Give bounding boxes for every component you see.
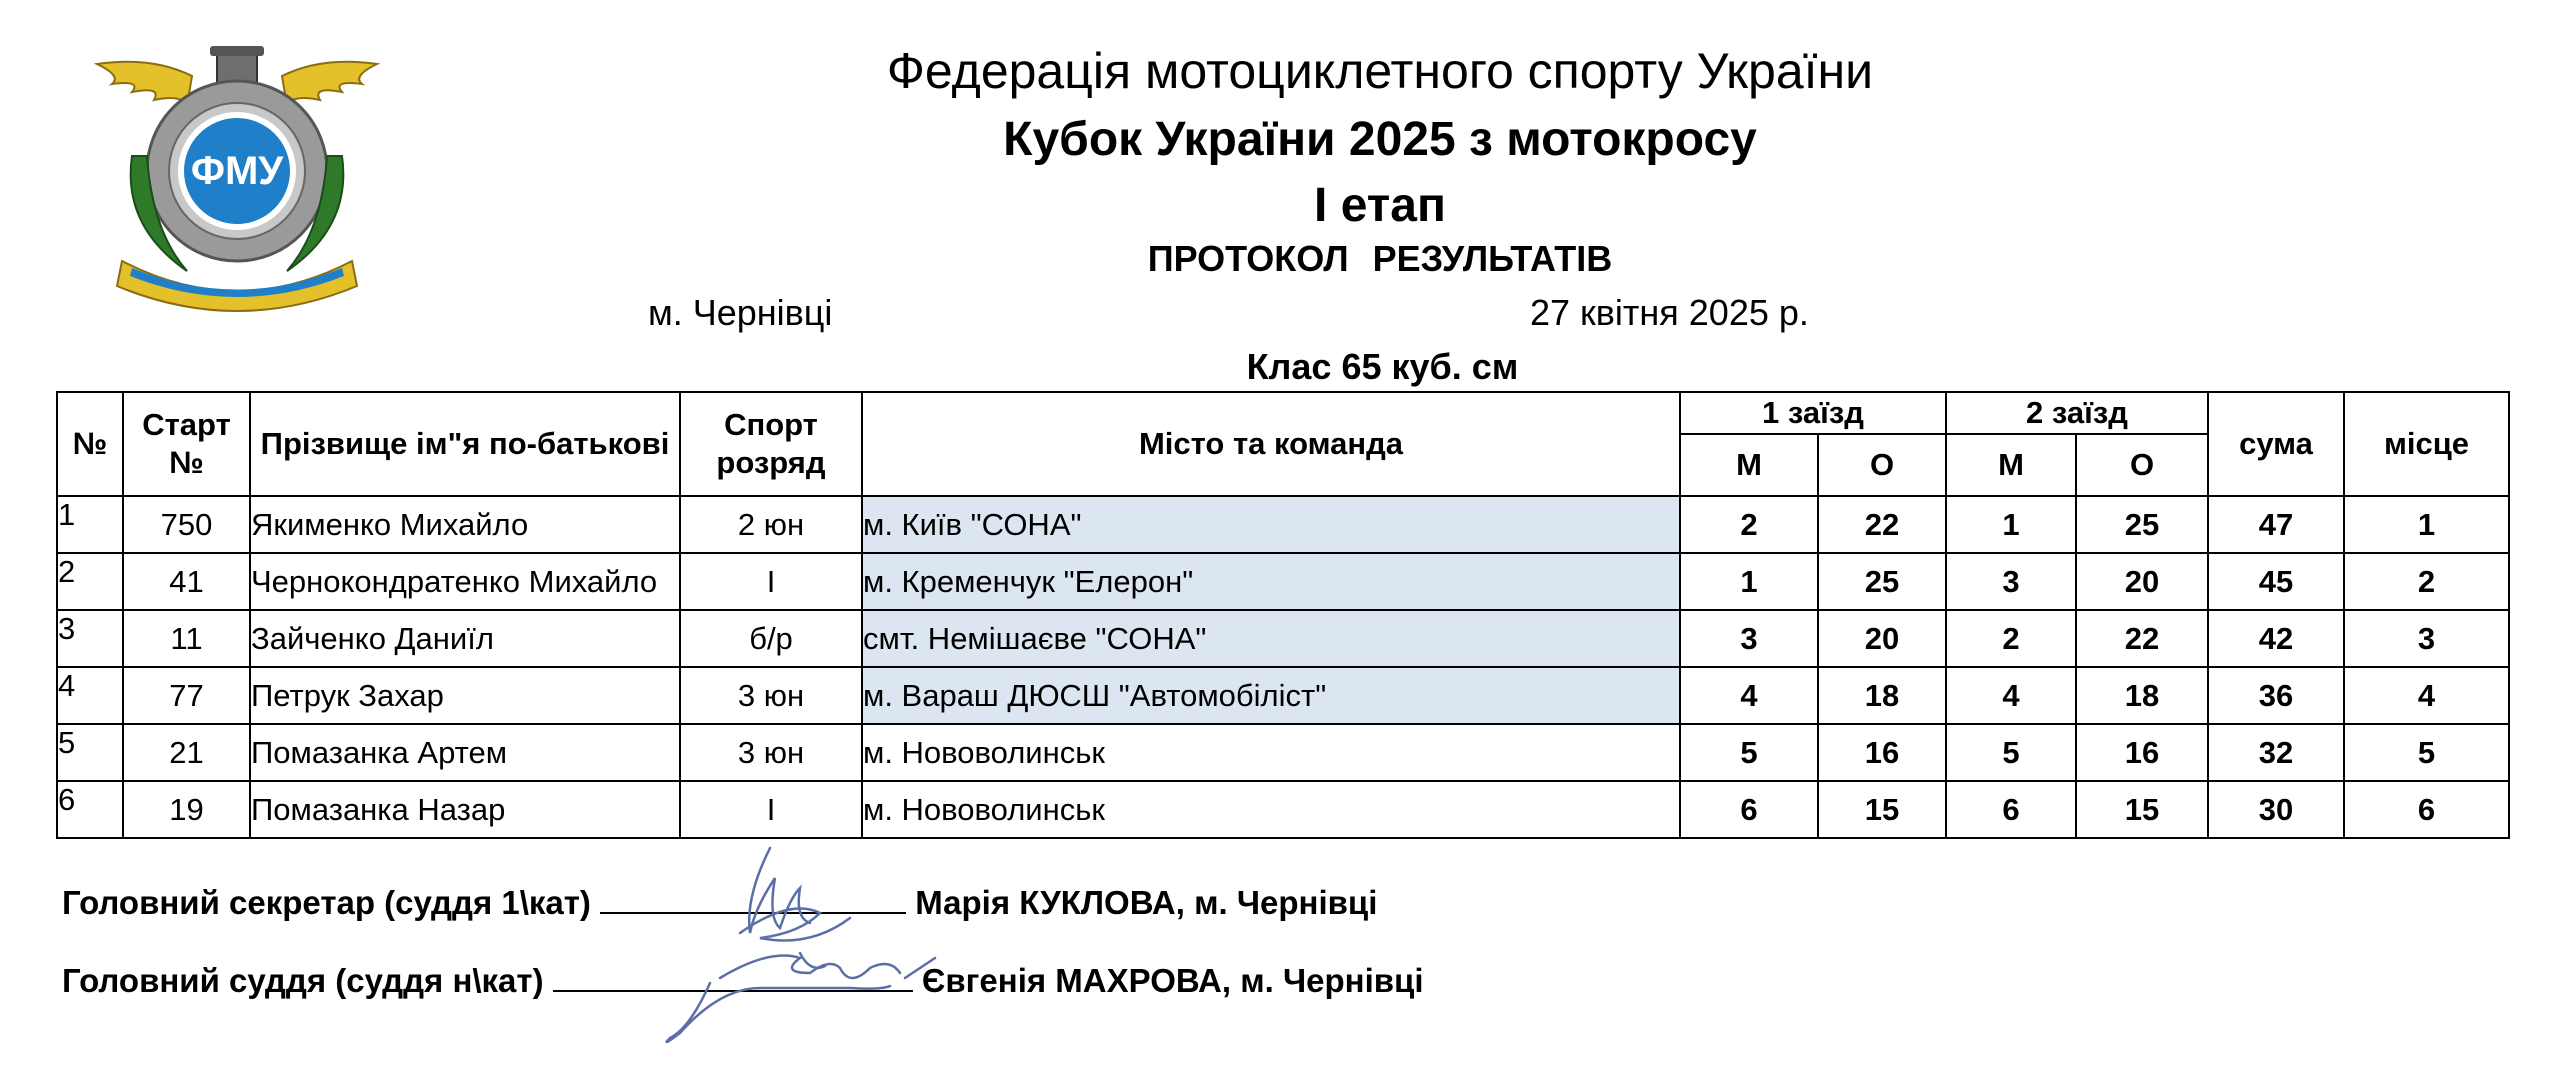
cell-place: 3 — [2344, 610, 2509, 667]
cell-m1: 3 — [1680, 610, 1818, 667]
cell-start: 11 — [123, 610, 250, 667]
logo-text: ФМУ — [190, 149, 284, 193]
header-race2: 2 заїзд — [1946, 392, 2208, 434]
cell-start: 750 — [123, 496, 250, 553]
table-row — [57, 553, 2509, 610]
cell-sum: 36 — [2208, 667, 2344, 724]
cell-m2: 4 — [1946, 667, 2076, 724]
cell-name: Чернокондратенко Михайло — [250, 553, 680, 610]
cell-team: м. Вараш ДЮСШ "Автомобіліст" — [862, 667, 1680, 724]
cell-sum: 32 — [2208, 724, 2344, 781]
header-race1-m: М — [1680, 434, 1818, 496]
cell-team: смт. Немішаєве "СОНА" — [862, 610, 1680, 667]
cell-place: 6 — [2344, 781, 2509, 838]
secretary-name: Марія КУКЛОВА, м. Чернівці — [915, 884, 1378, 921]
cell-start: 77 — [123, 667, 250, 724]
cell-team: м. Київ "СОНА" — [862, 496, 1680, 553]
cell-o1: 18 — [1818, 667, 1946, 724]
judge-title: Головний суддя (суддя н\кат) — [62, 962, 544, 999]
class-title: Клас 65 куб. см — [1246, 346, 1519, 387]
cell-no: 2 — [57, 553, 123, 610]
protocol-title: ПРОТОКОЛ РЕЗУЛЬТАТІВ — [1147, 238, 1613, 279]
header-race1-o: О — [1818, 434, 1946, 496]
header-name: Прізвище ім"я по-батькові — [250, 392, 680, 496]
cell-o2: 18 — [2076, 667, 2208, 724]
table-row — [57, 724, 2509, 781]
cup-title: Кубок України 2025 з мотокросу — [1003, 113, 1757, 166]
header-no: № — [57, 392, 123, 496]
cell-start: 21 — [123, 724, 250, 781]
cell-name: Помазанка Назар — [250, 781, 680, 838]
cell-start: 19 — [123, 781, 250, 838]
cell-m2: 2 — [1946, 610, 2076, 667]
cell-place: 1 — [2344, 496, 2509, 553]
header-race2-o: О — [2076, 434, 2208, 496]
cell-o2: 20 — [2076, 553, 2208, 610]
header-rank: Спорт розряд — [680, 392, 862, 496]
cell-m2: 6 — [1946, 781, 2076, 838]
results-table — [56, 391, 2510, 839]
cell-rank: І — [680, 553, 862, 610]
federation-title: Федерація мотоциклетного спорту України — [886, 43, 1874, 99]
table-row — [57, 667, 2509, 724]
secretary-title: Головний секретар (суддя 1\кат) — [62, 884, 591, 921]
cell-m2: 5 — [1946, 724, 2076, 781]
cell-team: м. Нововолинськ — [862, 781, 1680, 838]
cell-o2: 16 — [2076, 724, 2208, 781]
event-date: 27 квітня 2025 р. — [1530, 292, 1809, 333]
cell-o2: 15 — [2076, 781, 2208, 838]
cell-o1: 22 — [1818, 496, 1946, 553]
cell-sum: 47 — [2208, 496, 2344, 553]
cell-no: 5 — [57, 724, 123, 781]
cell-name: Якименко Михайло — [250, 496, 680, 553]
cell-rank: б/р — [680, 610, 862, 667]
cell-rank: 3 юн — [680, 667, 862, 724]
cell-sum: 45 — [2208, 553, 2344, 610]
stage-title: І етап — [1314, 179, 1446, 232]
cell-o1: 15 — [1818, 781, 1946, 838]
table-row — [57, 496, 2509, 553]
header-team: Місто та команда — [862, 392, 1680, 496]
cell-rank: 3 юн — [680, 724, 862, 781]
cell-o1: 25 — [1818, 553, 1946, 610]
cell-place: 5 — [2344, 724, 2509, 781]
header-start: Старт № — [123, 392, 250, 496]
cell-rank: 2 юн — [680, 496, 862, 553]
table-row — [57, 781, 2509, 838]
judge-name: Євгенія МАХРОВА, м. Чернівці — [921, 962, 1424, 999]
event-city: м. Чернівці — [648, 292, 833, 333]
cell-m1: 2 — [1680, 496, 1818, 553]
cell-no: 1 — [57, 496, 123, 553]
handwritten-signature — [650, 838, 960, 1053]
cell-m1: 4 — [1680, 667, 1818, 724]
cell-sum: 30 — [2208, 781, 2344, 838]
cell-place: 2 — [2344, 553, 2509, 610]
cell-m1: 5 — [1680, 724, 1818, 781]
cell-m2: 1 — [1946, 496, 2076, 553]
cell-o2: 22 — [2076, 610, 2208, 667]
cell-no: 6 — [57, 781, 123, 838]
cell-m1: 1 — [1680, 553, 1818, 610]
header-sum: сума — [2208, 392, 2344, 496]
cell-team: м. Кременчук "Елерон" — [862, 553, 1680, 610]
cell-o1: 16 — [1818, 724, 1946, 781]
cell-o2: 25 — [2076, 496, 2208, 553]
header-place: місце — [2344, 392, 2509, 496]
cell-o1: 20 — [1818, 610, 1946, 667]
cell-no: 3 — [57, 610, 123, 667]
cell-name: Петрук Захар — [250, 667, 680, 724]
cell-m1: 6 — [1680, 781, 1818, 838]
table-row — [57, 610, 2509, 667]
cell-no: 4 — [57, 667, 123, 724]
header-race1: 1 заїзд — [1680, 392, 1946, 434]
cell-start: 41 — [123, 553, 250, 610]
cell-name: Зайченко Даниїл — [250, 610, 680, 667]
cell-place: 4 — [2344, 667, 2509, 724]
cell-sum: 42 — [2208, 610, 2344, 667]
cell-team: м. Нововолинськ — [862, 724, 1680, 781]
cell-name: Помазанка Артем — [250, 724, 680, 781]
cell-rank: І — [680, 781, 862, 838]
cell-m2: 3 — [1946, 553, 2076, 610]
header-race2-m: М — [1946, 434, 2076, 496]
